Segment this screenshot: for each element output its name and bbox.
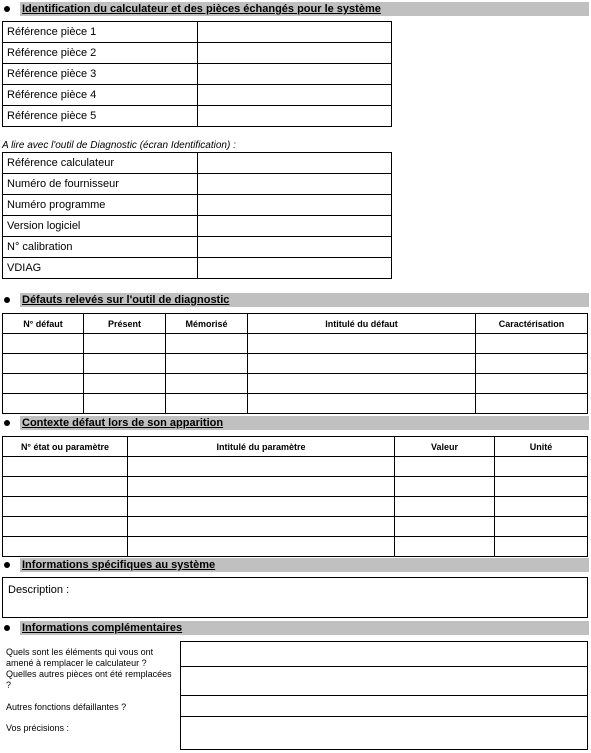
- cell[interactable]: [3, 537, 128, 557]
- column-header: Intitulé du défaut: [248, 314, 476, 334]
- cell[interactable]: [128, 537, 395, 557]
- section-bullet: [4, 625, 10, 631]
- table-header-row: [3, 314, 588, 334]
- cell[interactable]: [248, 374, 476, 394]
- column-header: Intitulé du paramètre: [128, 437, 395, 457]
- answer-precisions-box[interactable]: [180, 716, 588, 750]
- piece-value-cell[interactable]: [198, 85, 392, 106]
- section-bullet: [4, 297, 10, 303]
- diag-value-cell[interactable]: [198, 153, 392, 174]
- cell[interactable]: [476, 354, 588, 374]
- pieces-table: [2, 21, 392, 127]
- piece-label: Référence pièce 3: [3, 64, 198, 85]
- diag-note: A lire avec l'outil de Diagnostic (écran Identification) :: [2, 140, 236, 151]
- table-row: [3, 394, 588, 414]
- table-row: [3, 537, 588, 557]
- cell[interactable]: [495, 497, 588, 517]
- cell[interactable]: [3, 457, 128, 477]
- cell[interactable]: [495, 517, 588, 537]
- cell[interactable]: [3, 517, 128, 537]
- cell[interactable]: [128, 477, 395, 497]
- piece-value-cell[interactable]: [198, 64, 392, 85]
- column-header: N° défaut: [3, 314, 84, 334]
- column-header: Présent: [84, 314, 166, 334]
- question-other-functions: Autres fonctions défaillantes ?: [6, 702, 127, 712]
- table-row: [3, 216, 392, 237]
- table-row: [3, 497, 588, 517]
- cell[interactable]: [166, 394, 248, 414]
- cell[interactable]: [395, 477, 495, 497]
- cell[interactable]: [128, 457, 395, 477]
- cell[interactable]: [3, 497, 128, 517]
- table-row: [3, 457, 588, 477]
- cell[interactable]: [84, 374, 166, 394]
- question-other-parts: Quelles autres pièces ont été remplacées ?: [6, 669, 172, 690]
- defauts-table: [2, 313, 588, 414]
- section-title-identification: Identification du calculateur et des pièces échangés pour le système: [22, 3, 381, 15]
- column-header: Caractérisation: [476, 314, 588, 334]
- section-bullet: [4, 420, 10, 426]
- cell[interactable]: [476, 334, 588, 354]
- description-box[interactable]: [2, 577, 588, 618]
- cell[interactable]: [248, 394, 476, 414]
- diag-label: Version logiciel: [3, 216, 198, 237]
- table-row: [3, 517, 588, 537]
- table-header-row: [3, 437, 588, 457]
- piece-value-cell[interactable]: [198, 22, 392, 43]
- table-row: [3, 106, 392, 127]
- cell[interactable]: [84, 354, 166, 374]
- cell[interactable]: [166, 354, 248, 374]
- piece-label: Référence pièce 1: [3, 22, 198, 43]
- table-row: [3, 195, 392, 216]
- diag-label: VDIAG: [3, 258, 198, 279]
- section-title-infos-complementaires: Informations complémentaires: [22, 622, 183, 634]
- section-title-contexte: Contexte défaut lors de son apparition: [22, 417, 224, 429]
- answer-other-parts-box[interactable]: [180, 666, 588, 696]
- table-row: [3, 85, 392, 106]
- piece-value-cell[interactable]: [198, 106, 392, 127]
- cell[interactable]: [395, 537, 495, 557]
- cell[interactable]: [166, 374, 248, 394]
- table-row: [3, 43, 392, 64]
- question-precisions: Vos précisions :: [6, 723, 70, 733]
- cell[interactable]: [495, 537, 588, 557]
- cell[interactable]: [395, 497, 495, 517]
- table-row: [3, 237, 392, 258]
- answer-replace-box[interactable]: [180, 641, 588, 667]
- piece-label: Référence pièce 2: [3, 43, 198, 64]
- cell[interactable]: [495, 477, 588, 497]
- cell[interactable]: [395, 457, 495, 477]
- diag-label: Référence calculateur: [3, 153, 198, 174]
- cell[interactable]: [3, 354, 84, 374]
- table-row: [3, 64, 392, 85]
- cell[interactable]: [84, 394, 166, 414]
- diag-label: Numéro programme: [3, 195, 198, 216]
- cell[interactable]: [3, 394, 84, 414]
- piece-label: Référence pièce 4: [3, 85, 198, 106]
- cell[interactable]: [248, 334, 476, 354]
- table-row: [3, 477, 588, 497]
- cell[interactable]: [476, 374, 588, 394]
- table-row: [3, 334, 588, 354]
- cell[interactable]: [128, 517, 395, 537]
- diag-value-cell[interactable]: [198, 258, 392, 279]
- column-header: N° état ou paramètre: [3, 437, 128, 457]
- table-row: [3, 374, 588, 394]
- cell[interactable]: [395, 517, 495, 537]
- section-bullet: [4, 6, 10, 12]
- section-bullet: [4, 562, 10, 568]
- table-row: [3, 153, 392, 174]
- table-row: [3, 258, 392, 279]
- diag-value-cell[interactable]: [198, 195, 392, 216]
- column-header: Unité: [495, 437, 588, 457]
- diag-table: [2, 152, 392, 279]
- cell[interactable]: [166, 334, 248, 354]
- section-title-infos-specifiques: Informations spécifiques au système: [22, 559, 216, 571]
- diag-label: Numéro de fournisseur: [3, 174, 198, 195]
- table-row: [3, 354, 588, 374]
- description-label: Description :: [8, 584, 70, 596]
- cell[interactable]: [495, 457, 588, 477]
- cell[interactable]: [84, 334, 166, 354]
- piece-value-cell[interactable]: [198, 43, 392, 64]
- cell[interactable]: [3, 477, 128, 497]
- cell[interactable]: [3, 374, 84, 394]
- cell[interactable]: [3, 334, 84, 354]
- answer-other-functions-box[interactable]: [180, 695, 588, 717]
- diag-label: N° calibration: [3, 237, 198, 258]
- question-replace: Quels sont les éléments qui vous ont amené à remplacer le calculateur ?: [6, 647, 154, 668]
- table-row: [3, 22, 392, 43]
- section-title-defauts: Défauts relevés sur l'outil de diagnostic: [22, 294, 230, 306]
- column-header: Valeur: [395, 437, 495, 457]
- contexte-table: [2, 436, 588, 557]
- cell[interactable]: [248, 354, 476, 374]
- column-header: Mémorisé: [166, 314, 248, 334]
- piece-label: Référence pièce 5: [3, 106, 198, 127]
- table-row: [3, 174, 392, 195]
- diag-value-cell[interactable]: [198, 216, 392, 237]
- cell[interactable]: [128, 497, 395, 517]
- diag-value-cell[interactable]: [198, 174, 392, 195]
- diag-value-cell[interactable]: [198, 237, 392, 258]
- cell[interactable]: [476, 394, 588, 414]
